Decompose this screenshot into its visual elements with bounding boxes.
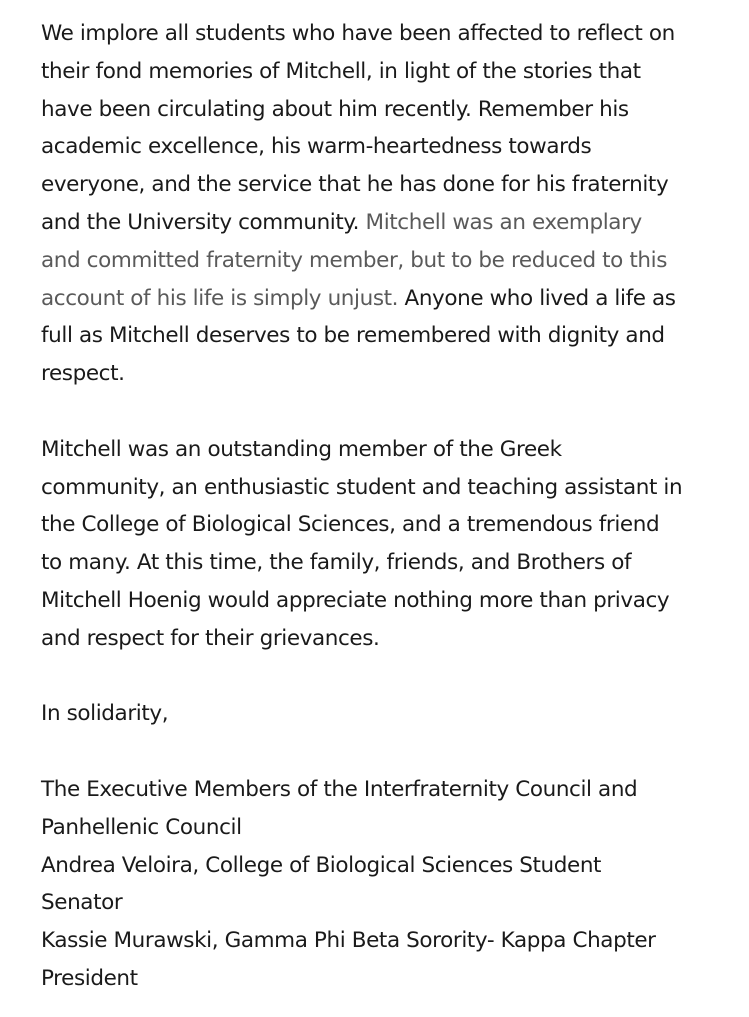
- text-line: Mitchell Hoenig would appreciate nothing more than privacy: [41, 587, 670, 613]
- signatory-line: The Executive Members of the Interfraternity Council and: [41, 776, 638, 802]
- text-line: community, an enthusiastic student and teaching assistant in: [41, 474, 683, 500]
- text-line: everyone, and the service that he has done for his fraternity: [41, 172, 669, 198]
- signatory-line: Kassie Murawski, Gamma Phi Beta Sorority- Kappa Chapter: [41, 928, 656, 954]
- highlighted-text-segment: Mitchell was an exemplary: [359, 209, 642, 235]
- text-line: the College of Biological Sciences, and a tremendous friend: [41, 512, 660, 538]
- text-line: have been circulating about him recently. Remember his: [41, 96, 629, 122]
- text-line: and respect for their grievances.: [41, 625, 380, 651]
- paragraph-spacer: [41, 658, 741, 696]
- text-line: academic excellence, his warm-heartedness towards: [41, 134, 592, 160]
- highlighted-text-segment: account of his life is simply unjust.: [41, 285, 399, 311]
- paragraph-spacer: [41, 393, 741, 431]
- text-line: to many. At this time, the family, friends, and Brothers of: [41, 550, 632, 576]
- paragraph-spacer: [41, 733, 741, 771]
- text-line: full as Mitchell deserves to be remembered with dignity and: [41, 323, 665, 349]
- signatory-line: Andrea Veloira, College of Biological Sciences Student: [41, 852, 602, 878]
- highlighted-text-line: and committed fraternity member, but to be reduced to this: [41, 247, 667, 273]
- paragraph-reflection: [41, 15, 741, 393]
- text-line: [41, 204, 741, 242]
- text-line: We implore all students who have been affected to reflect on: [41, 21, 675, 46]
- text-line: Mitchell was an outstanding member of the Greek: [41, 436, 562, 462]
- signatories-block: [41, 771, 741, 998]
- text-line: respect.: [41, 361, 125, 387]
- signatory-line: Panhellenic Council: [41, 814, 242, 840]
- text-line: their fond memories of Mitchell, in light of the stories that: [41, 58, 641, 84]
- statement-document: [41, 15, 741, 998]
- paragraph-tribute: [41, 431, 741, 658]
- text-segment: Anyone who lived a life as: [398, 285, 676, 311]
- signatory-line: President: [41, 965, 138, 991]
- text-line: [41, 280, 741, 318]
- closing-salutation: [41, 695, 741, 733]
- text-segment: and the University community.: [41, 209, 360, 235]
- text-line: In solidarity,: [41, 701, 169, 727]
- signatory-line: Senator: [41, 890, 123, 916]
